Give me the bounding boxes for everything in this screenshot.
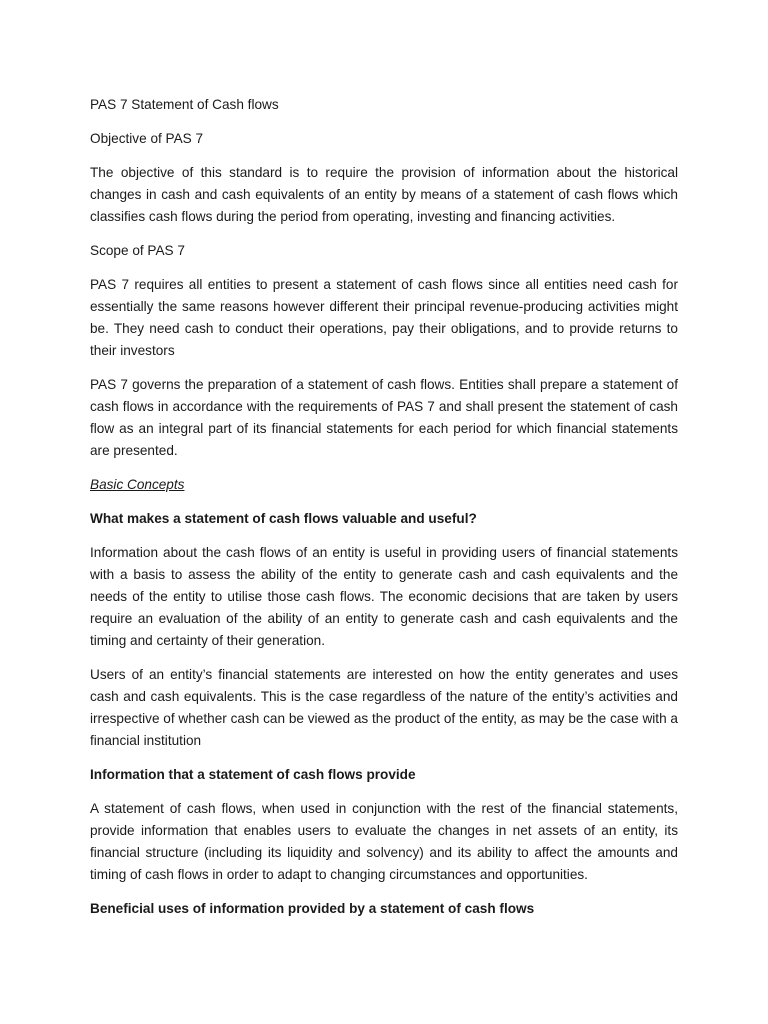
document-title: PAS 7 Statement of Cash flows: [90, 97, 279, 112]
info-paragraph-2: Users of an entity’s financial statements are interested on how the entity generates and uses cash and cash equivalents. This is the case regardless of the nature of the entity’s activities and irrespective of whether cash can be viewed as the product of the entity, as may be the case with a financial institution: [90, 667, 678, 748]
basic-concepts-heading: [90, 474, 678, 496]
document-page: [90, 94, 678, 932]
info-paragraph-1: Information about the cash flows of an entity is useful in providing users of financial statements with a basis to assess the ability of the entity to generate cash and cash equivalents and the needs of the entity to utilise those cash flows. The economic decisions that are taken by users require an evaluation of the ability of an entity to generate cash and cash equivalents and the timing and certainty of their generation.: [90, 545, 678, 648]
information-paragraph: A statement of cash flows, when used in conjunction with the rest of the financial statements, provide information that enables users to evaluate the changes in net assets of an entity, its financial structure (including its liquidity and solvency) and its ability to affect the amounts and timing of cash flows in order to adapt to changing circumstances and opportunities.: [90, 801, 678, 882]
scope-paragraph-2: PAS 7 governs the preparation of a statement of cash flows. Entities shall prepare a statement of cash flows in accordance with the requirements of PAS 7 and shall present the statement of cash flow as an integral part of its financial statements for each period for which financial statements are presented.: [90, 377, 678, 458]
beneficial-heading: Beneficial uses of information provided by a statement of cash flows: [90, 901, 535, 916]
scope-paragraph-1: PAS 7 requires all entities to present a statement of cash flows since all entities need cash for essentially the same reasons however different their principal revenue-producing activities might be. They need cash to conduct their operations, pay their obligations, and to provide returns to their investors: [90, 277, 678, 358]
scope-heading: Scope of PAS 7: [90, 243, 185, 258]
question-heading: What makes a statement of cash flows valuable and useful?: [90, 511, 477, 526]
objective-heading: Objective of PAS 7: [90, 131, 204, 146]
basic-concepts-label: Basic Concepts: [90, 477, 185, 492]
information-heading: Information that a statement of cash flows provide: [90, 767, 416, 782]
objective-paragraph: The objective of this standard is to require the provision of information about the historical changes in cash and cash equivalents of an entity by means of a statement of cash flows which classifies cash flows during the period from operating, investing and financing activities.: [90, 165, 678, 224]
